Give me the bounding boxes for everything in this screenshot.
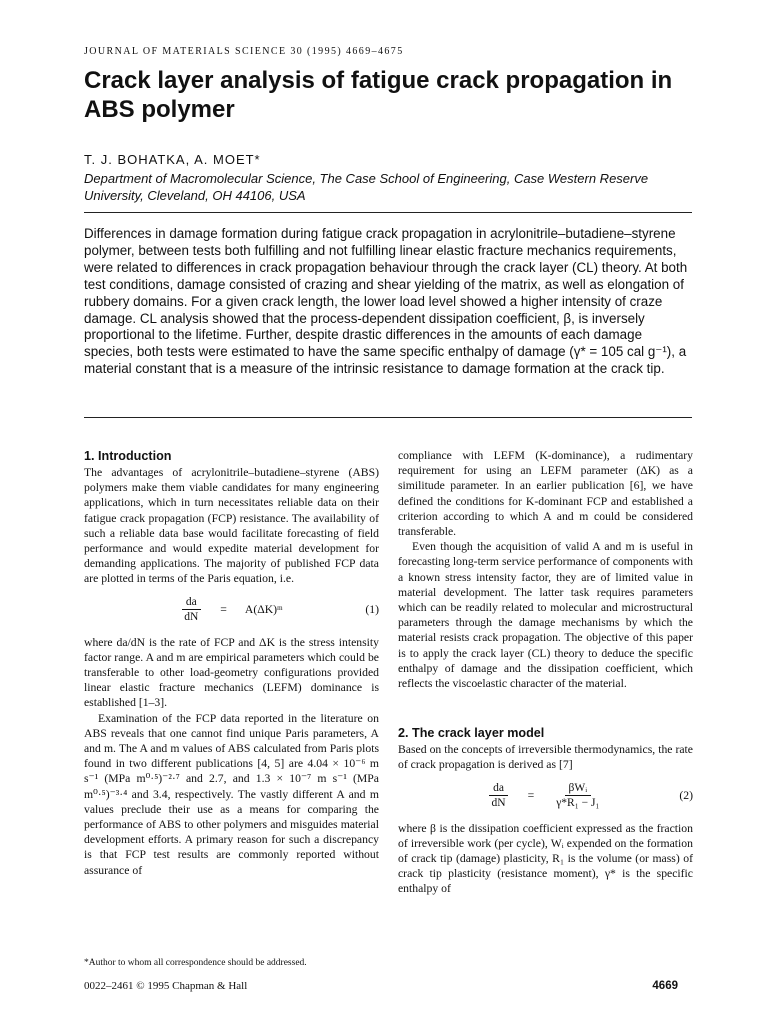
equation-rhs: A(ΔK)ᵐ [244,603,283,617]
page-number: 4669 [652,980,678,992]
right-column [398,448,693,897]
equation-label: (1) [365,602,379,616]
fraction-denominator: γ*R₁ − J₁ [556,797,600,810]
paragraph: Even though the acquisition of valid A and m is useful in forecasting long-term service performance of components with a known stress intensity factor, they are of limited value in material development. The latter task requires parameters which can be readily related to molecular and microstructural parameters through the damage mechanisms by which the material resists crack propagation. The objective of this paper is to apply the crack layer (CL) theory to deduce the specific enthalpy of damage and the dissipation coefficient, which reflects the viscoelastic character of the material. [398,540,693,691]
paper-title: Crack layer analysis of fatigue crack propagation in ABS polymer [84,67,673,123]
fraction-numerator: da [489,781,508,796]
paragraph: The advantages of acrylonitrile–butadiene–styrene (ABS) polymers make them viable candidates for many engineering applications, which in turn necessitates reliable data on their fatigue crack propagation (FCP) resistance. The availability of such a reliable data base would facilitate forecasting of field performance and would expedite material development for demanding applications. The majority of published FCP data are plotted in terms of the Paris equation, i.e. [84,466,379,586]
left-column [84,448,379,878]
equation-fraction-rhs [552,781,603,810]
section-heading-crack-layer-model: 2. The crack layer model [398,726,545,741]
equation-fraction [488,781,510,810]
section-heading-introduction: 1. Introduction [84,449,172,463]
fraction-numerator: βWᵢ [565,781,592,796]
equation-2 [398,776,693,816]
abstract-rule [84,417,692,418]
paragraph: where β is the dissipation coefficient expressed as the fraction of irreversible work (per cycle), Wᵢ expended on the formation of crack tip (damage) plasticity, R₁ is the volume (or mass) of crack tip plasticity (resistance moment), γ* is the specific enthalpy of [398,821,693,896]
paragraph: where da/dN is the rate of FCP and ΔK is the stress intensity factor range. A and m are empirical parameters which could be transferable to other load-geometry configurations provided linear elastic fracture mechanics (LEFM) dominance is established [1–3]. [84,635,379,710]
authors: T. J. BOHATKA, A. MOET* [84,152,261,167]
affiliation: Department of Macromolecular Science, The Case School of Engineering, Case Western Reserve University, Cleveland, OH 44106, USA [84,171,649,203]
fraction-denominator: dN [491,797,506,810]
fraction-denominator: dN [184,611,199,624]
equation-label: (2) [679,788,693,802]
paragraph: Based on the concepts of irreversible thermodynamics, the rate of crack propagation is derived as [7] [398,743,693,772]
journal-header: JOURNAL OF MATERIALS SCIENCE 30 (1995) 4669–4675 [84,46,404,57]
footer-issn: 0022–2461 © 1995 Chapman & Hall [84,980,248,992]
abstract: Differences in damage formation during fatigue crack propagation in acrylonitrile–butadiene–styrene polymer, between tests both fulfilling and not fulfilling linear elastic fracture mechanics requirements, were related to differences in crack propagation behaviour through the crack layer (CL) theory. At both test conditions, damage consisted of crazing and shear yielding of the matrix, as well as elongation of rubbery domains. For a given crack length, the lower load level showed a higher intensity of craze damage. CL analysis showed that the process-dependent dissipation coefficient, β, is inversely proportional to the lifetime. Further, despite drastic differences in the amounts of each damage species, both tests were estimated to have the same specific enthalpy of damage (γ* = 105 cal g⁻¹), a material constant that is a measure of the intrinsic resistance to damage formation at the crack tip. [84,226,688,377]
equation-fraction [180,595,202,624]
equals-sign: = [527,789,535,803]
equation-1 [84,590,379,630]
paragraph: compliance with LEFM (K-dominance), a rudimentary requirement for using an LEFM parameter (ΔK) as a similitude parameter. In an earlier publication [6], we have defined the conditions for K-dominant FCP and established a criterion according to which A and m could be considered transferable. [398,449,693,539]
paragraph: Examination of the FCP data reported in the literature on ABS reveals that one cannot find unique Paris parameters, A and m. The A and m values of ABS calculated from Paris plots found in two different publications [4, 5] are 4.04 × 10⁻⁶ m s⁻¹ (MPa m⁰·⁵)⁻²·⁷ and 2.7, and 1.3 × 10⁻⁷ m s⁻¹ (MPa m⁰·⁵)⁻³·⁴ and 3.4, respectively. The vastly different A and m values preclude their use as a means for comparing the performance of ABS to other polymers and misguides material development efforts. A primary reason for such a discrepancy is that FCP test results are commonly reported without assurance of [84,711,379,877]
fraction-numerator: da [182,595,201,610]
footnote: *Author to whom all correspondence should be addressed. [84,958,307,968]
top-rule [84,212,692,213]
section-gap [398,691,693,725]
equals-sign: = [220,603,227,617]
